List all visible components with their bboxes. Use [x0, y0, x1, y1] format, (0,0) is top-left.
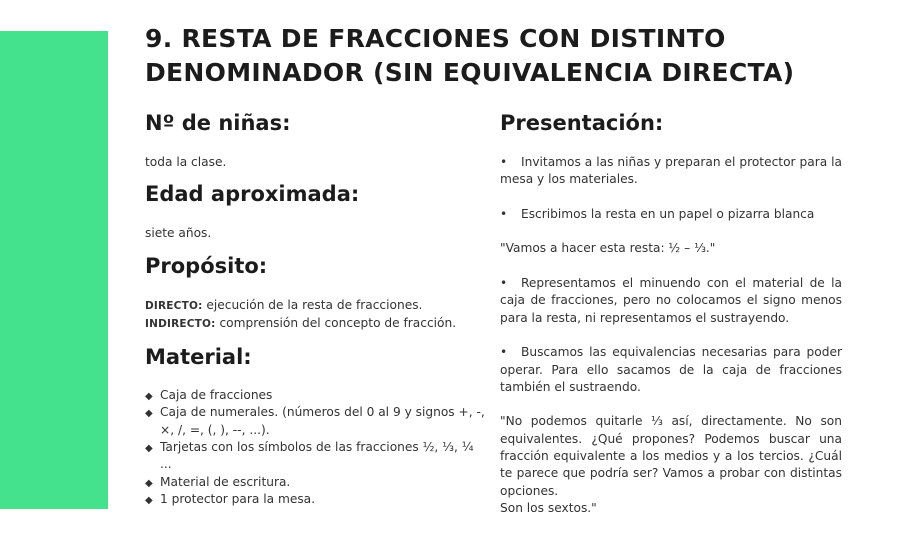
left-column [145, 108, 485, 508]
bullet-icon: • [500, 155, 508, 169]
presentation-step-1: • Invitamos a las niñas y preparan el protector para la mesa y los materiales. [500, 155, 842, 187]
bullet-icon: • [500, 345, 508, 360]
list-item: ◆ Tarjetas con los símbolos de las fracciones ½, ⅓, ¼ ... [145, 440, 474, 472]
indirect-value: comprensión del concepto de fracción. [215, 315, 457, 330]
page-title: 9. RESTA DE FRACCIONES CON DISTINTO DENOMINADOR (SIN EQUIVALENCIA DIRECTA) [145, 24, 795, 87]
age-value: siete años. [145, 226, 212, 241]
bullet-icon: • [500, 276, 508, 291]
presentation-heading: Presentación: [500, 111, 664, 135]
purpose-lines [145, 297, 485, 334]
presentation-step-3: • Representamos el minuendo con el material de la caja de fracciones, pero no colocamos el signo menos para la resta, ni representamos el sustrayendo. [500, 276, 842, 325]
green-accent-bar [0, 31, 108, 509]
presentation-quote-2: "No podemos quitarle ⅓ así, directamente. No son equivalentes. ¿Qué propones? Podemos buscar una fracción equivalente a los medios y a los tercios. ¿Cuál te parece que podría ser? Vamos a probar con distintas opciones. Son los sextos." [500, 414, 842, 515]
age-heading: Edad aproximada: [145, 182, 360, 207]
presentation-step-2: • Escribimos la resta en un papel o pizarra blanca [500, 206, 842, 223]
bullet-icon: • [500, 206, 508, 221]
purpose-indirect [145, 315, 485, 333]
diamond-bullet-icon: ◆ [145, 443, 153, 455]
diamond-bullet-icon: ◆ [145, 494, 153, 506]
indirect-label: INDIRECTO: [145, 317, 216, 330]
list-item: ◆ Caja de numerales. (números del 0 al 9 y signos +, -, ×, /, =, (, ), --, ...). [145, 405, 485, 437]
presentation-step-4: • Buscamos las equivalencias necesarias para poder operar. Para ello sacamos de la caja de fracciones también el sustraendo. [500, 345, 842, 394]
list-item: ◆ 1 protector para la mesa. [145, 491, 485, 508]
girls-heading: Nº de niñas: [145, 111, 291, 135]
purpose-direct [145, 297, 485, 315]
direct-value: ejecución de la resta de fracciones. [202, 297, 423, 312]
right-column [500, 108, 842, 535]
material-heading: Material: [145, 345, 252, 370]
diamond-bullet-icon: ◆ [145, 477, 153, 489]
purpose-heading: Propósito: [145, 253, 268, 278]
materials-list [145, 387, 485, 508]
list-item: ◆ Caja de fracciones [145, 387, 485, 404]
girls-value: toda la clase. [145, 155, 227, 169]
diamond-bullet-icon: ◆ [145, 391, 153, 403]
presentation-quote-1: "Vamos a hacer esta resta: ½ – ⅓." [500, 241, 716, 256]
list-item: ◆ Material de escritura. [145, 474, 485, 491]
diamond-bullet-icon: ◆ [145, 408, 153, 420]
direct-label: DIRECTO: [145, 299, 203, 312]
